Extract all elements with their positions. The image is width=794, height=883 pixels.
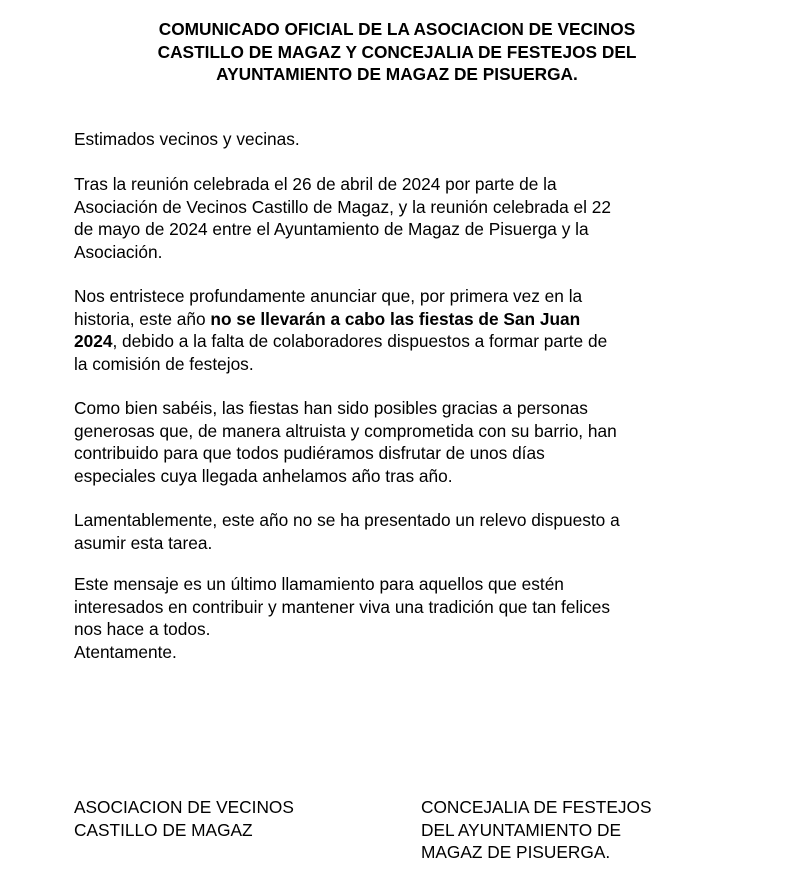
paragraph-line: Este mensaje es un último llamamiento para aquellos que estén [74,574,564,594]
paragraph-line: Como bien sabéis, las fiestas han sido posibles gracias a personas [74,398,588,418]
signature-line: MAGAZ DE PISUERGA. [421,842,611,862]
title-line: COMUNICADO OFICIAL DE LA ASOCIACION DE VECINOS [158,19,636,39]
title-line: AYUNTAMIENTO DE MAGAZ DE PISUERGA. [216,64,578,84]
signature-association [74,796,294,841]
paragraph-line: Tras la reunión celebrada el 26 de abril de 2024 por parte de la [74,174,557,194]
signature-line: DEL AYUNTAMIENTO DE [421,819,622,840]
paragraph-text: historia, este año [74,308,211,329]
title-line: CASTILLO DE MAGAZ Y CONCEJALIA DE FESTEJOS DEL [157,41,637,62]
paragraph-line: Lamentablemente, este año no se ha presentado un relevo dispuesto a [74,510,620,530]
paragraph-line: contribuido para que todos pudiéramos disfrutar de unos días [74,443,545,463]
paragraph-gratitude [74,397,714,487]
paragraph-line: Nos entristece profundamente anunciar que, por primera vez en la [74,286,583,306]
paragraph-line: de mayo de 2024 entre el Ayuntamiento de Magaz de Pisuerga y la [74,219,589,239]
paragraph-announcement [74,285,714,375]
paragraph-line: la comisión de festejos. [74,353,254,374]
greeting [74,128,714,151]
signature-line: ASOCIACION DE VECINOS [74,797,294,817]
signature-line: CONCEJALIA DE FESTEJOS [421,797,652,817]
greeting-text: Estimados vecinos y vecinas. [74,129,300,149]
paragraph-text: , debido a la falta de colaboradores dispuestos a formar parte de [112,331,608,351]
paragraph-final-call [74,573,714,663]
signature-line: CASTILLO DE MAGAZ [74,819,253,840]
paragraph-line: interesados en contribuir y mantener viva una tradición que tan felices [74,596,611,617]
paragraph-no-relief [74,509,714,554]
paragraph-line: nos hace a todos. [74,619,211,639]
closing: Atentamente. [74,641,177,662]
paragraph-line: especiales cuya llegada anhelamos año tras año. [74,465,453,486]
paragraph-line: Asociación de Vecinos Castillo de Magaz, y la reunión celebrada el 22 [74,196,612,217]
signature-council [421,796,651,864]
paragraph-line: Asociación. [74,241,163,262]
paragraph-line: generosas que, de manera altruista y comprometida con su barrio, han [74,420,617,441]
paragraph-line: asumir esta tarea. [74,532,213,553]
paragraph-line [74,308,714,331]
announcement-highlight: no se llevarán a cabo las fiestas de San Juan [210,308,581,329]
paragraph-line [74,330,714,353]
paragraph-meeting-info [74,173,714,263]
document-title [60,18,734,86]
announcement-highlight-year: 2024 [74,331,113,351]
